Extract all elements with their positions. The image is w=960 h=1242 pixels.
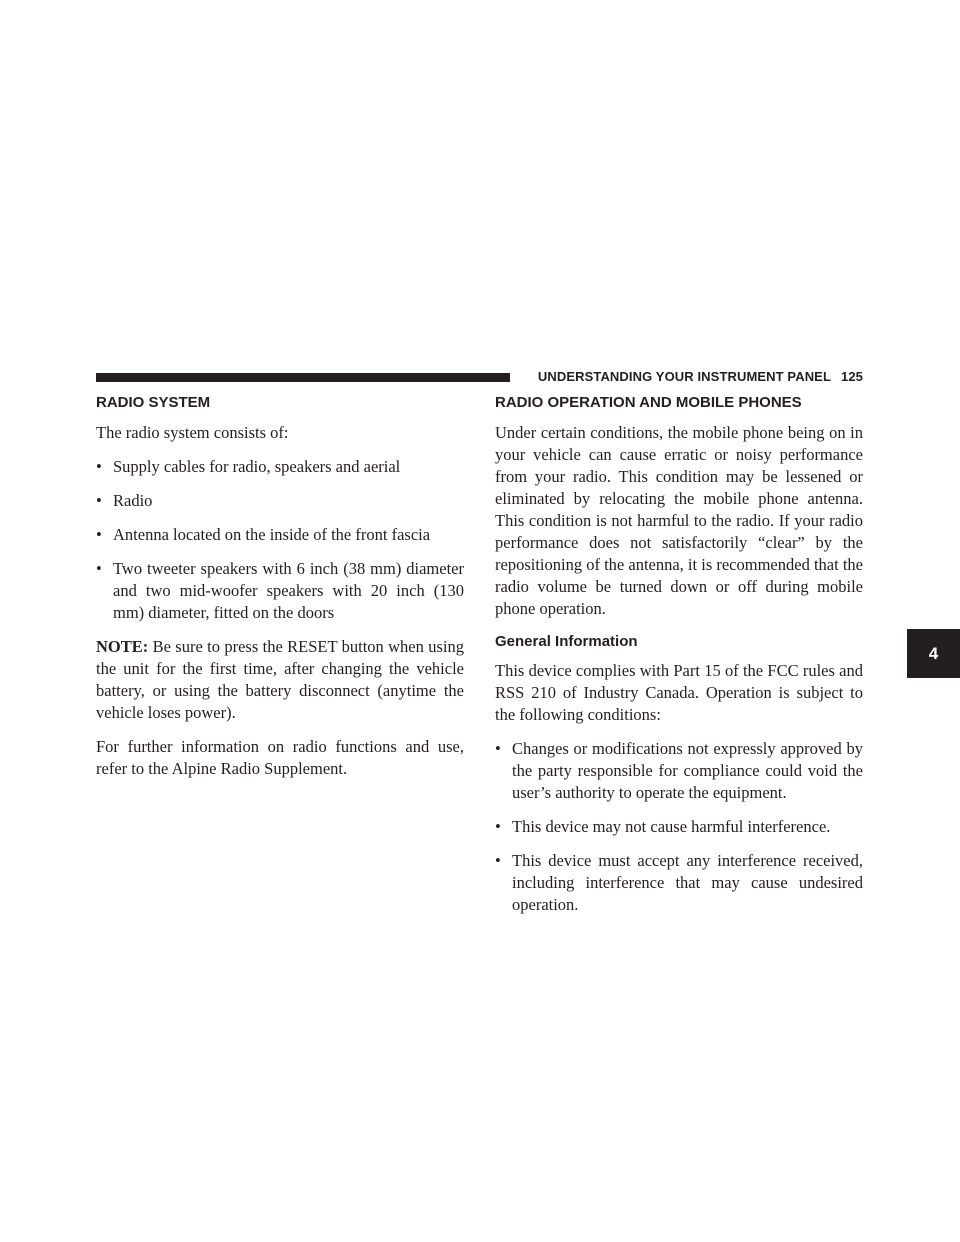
right-column — [495, 393, 863, 928]
bullet-icon: • — [96, 457, 102, 476]
left-column — [96, 393, 464, 792]
note-text: Be sure to press the RESET button when using the unit for the first time, after changing the vehicle battery, or using the battery disconnect (anytime the vehicle loses power). — [96, 637, 464, 722]
header-rule — [96, 373, 510, 382]
mobile-phone-paragraph: Under certain conditions, the mobile phone being on in your vehicle can cause erratic or noisy performance from your radio. This condition may be lessened or eliminated by relocating the mobile phone antenna. This condition is not harmful to the radio. If your radio performance does not satisfactorily “clear” by the repositioning of the antenna, it is recommended that the radio volume be turned down or off during mobile phone operation. — [495, 423, 863, 618]
subheading-general-information: General Information — [495, 633, 638, 650]
compliance-text: This device complies with Part 15 of the FCC rules and RSS 210 of Industry Canada. Operation is subject to the following conditions: — [495, 661, 863, 724]
list-item: • Changes or modifications not expressly approved by the party responsible for compliance could void the user’s authority to operate the equipment. — [495, 739, 863, 802]
further-info-text: For further information on radio functions and use, refer to the Alpine Radio Supplement. — [96, 737, 464, 778]
list-item: • This device may not cause harmful interference. — [495, 817, 831, 836]
page-number: 125 — [841, 369, 863, 384]
bullet-icon: • — [96, 491, 102, 510]
bullet-icon: • — [495, 851, 501, 870]
bullet-icon: • — [96, 525, 102, 544]
bullet-icon: • — [96, 559, 102, 578]
note-label: NOTE: — [96, 637, 149, 656]
bullet-icon: • — [495, 739, 501, 758]
note-paragraph — [96, 636, 464, 724]
list-item: • Two tweeter speakers with 6 inch (38 mm) diameter and two mid-woofer speakers with 20 inch (130 mm) diameter, fitted on the doors — [96, 559, 464, 622]
list-item: • Supply cables for radio, speakers and aerial — [96, 457, 401, 476]
conditions-list — [495, 738, 863, 916]
chapter-tab: 4 — [907, 629, 960, 678]
list-item: • This device must accept any interference received, including interference that may cause undesired operation. — [495, 851, 863, 914]
list-item: • Antenna located on the inside of the front fascia — [96, 525, 431, 544]
section-title: UNDERSTANDING YOUR INSTRUMENT PANEL — [537, 369, 831, 384]
list-item: • Radio — [96, 491, 153, 510]
bullet-icon: • — [495, 817, 501, 836]
intro-text: The radio system consists of: — [96, 423, 289, 442]
section-heading-mobile-phones: RADIO OPERATION AND MOBILE PHONES — [495, 394, 802, 411]
component-list — [96, 456, 464, 624]
running-header — [520, 369, 863, 384]
section-heading-radio-system: RADIO SYSTEM — [96, 394, 211, 411]
